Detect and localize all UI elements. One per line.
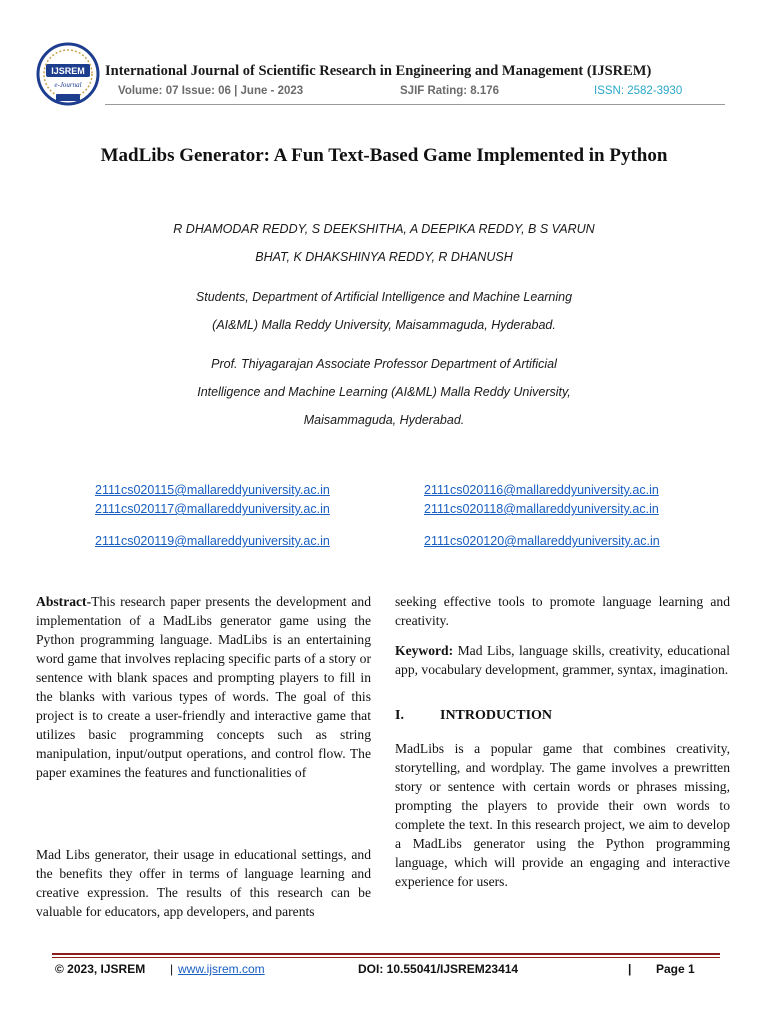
issn: ISSN: 2582-3930 (594, 85, 683, 97)
abstract-continued (36, 845, 371, 921)
abstract-text: This research paper presents the development and implementation of a MadLibs generator game using the Python programming language. MadLibs is an entertaining word game that involves replacing specific parts of a story or sentence with blank spaces and prompting players to fill in the blanks with various types of words. The goal of this project is to create a user-friendly and interactive game that utilizes basic programming concepts such as string manipulation, input/output operations, and control flow. The paper examines the features and functionalities of (36, 594, 371, 780)
abstract-end (395, 592, 730, 630)
journal-logo (36, 42, 100, 106)
email-link[interactable]: 2111cs020120@mallareddyuniversity.ac.in (424, 534, 660, 548)
authors-line-2: BHAT, K DHAKSHINYA REDDY, R DHANUSH (255, 250, 513, 264)
affiliation-line-2: (AI&ML) Malla Reddy University, Maisammaguda, Hyderabad. (212, 318, 556, 332)
journal-title: International Journal of Scientific Research in Engineering and Management (IJSREM) (105, 63, 652, 79)
professor-line-1: Prof. Thiyagarajan Associate Professor Department of Artificial (211, 357, 557, 371)
professor-line-3: Maisammaguda, Hyderabad. (303, 413, 465, 427)
logo-text: IJSREM (51, 66, 85, 76)
footer-website-link[interactable]: www.ijsrem.com (178, 962, 265, 976)
keyword-label: Keyword: (395, 643, 454, 658)
abstract-section (36, 592, 371, 782)
header-divider (105, 104, 725, 105)
email-link[interactable]: 2111cs020116@mallareddyuniversity.ac.in (424, 483, 659, 497)
introduction-section (395, 739, 730, 891)
email-link[interactable]: 2111cs020118@mallareddyuniversity.ac.in (424, 502, 659, 516)
introduction-text: MadLibs is a popular game that combines creativity, storytelling, and wordplay. The game involves a prewritten story or sentence with certain words or phrases missing, prompting the players to provide their own words to complete the text. In this research project, we aim to develop a MadLibs generator using the Python programming language, which will provide an engaging and interactive experience for users. (395, 741, 730, 889)
authors-line-1: R DHAMODAR REDDY, S DEEKSHITHA, A DEEPIKA REDDY, B S VARUN (173, 222, 595, 236)
footer-separator: | (170, 962, 174, 976)
footer-page-separator: | (628, 962, 632, 976)
section-heading-introduction: INTRODUCTION (440, 708, 553, 723)
footer-page-number: Page 1 (656, 962, 695, 976)
email-link[interactable]: 2111cs020117@mallareddyuniversity.ac.in (95, 502, 330, 516)
footer-divider (52, 953, 720, 955)
email-link[interactable]: 2111cs020115@mallareddyuniversity.ac.in (95, 483, 330, 497)
section-number: I. (395, 708, 404, 723)
affiliation-line-1: Students, Department of Artificial Intelligence and Machine Learning (195, 290, 573, 304)
email-link[interactable]: 2111cs020119@mallareddyuniversity.ac.in (95, 534, 330, 548)
paper-title: MadLibs Generator: A Fun Text-Based Game Implemented in Python (100, 145, 668, 166)
abstract-label: Abstract- (36, 594, 92, 609)
sjif-rating: SJIF Rating: 8.176 (400, 85, 500, 97)
footer-doi: DOI: 10.55041/IJSREM23414 (358, 962, 519, 976)
footer-divider-thin (52, 957, 720, 958)
abstract-continued-text: Mad Libs generator, their usage in educational settings, and the benefits they offer in terms of language learning and creative expression. The results of this research can be valuable for educators, app developers, and parents (36, 847, 371, 919)
logo-subtext: e-Journal (54, 81, 82, 89)
professor-line-2: Intelligence and Machine Learning (AI&ML) Malla Reddy University, (197, 385, 571, 399)
abstract-end-text: seeking effective tools to promote language learning and creativity. (395, 594, 730, 628)
keywords-section (395, 641, 730, 679)
keyword-text: Mad Libs, language skills, creativity, educational app, vocabulary development, grammer, syntax, imagination. (395, 643, 730, 677)
volume-info: Volume: 07 Issue: 06 | June - 2023 (118, 85, 304, 97)
footer-copyright: © 2023, IJSREM (55, 962, 146, 976)
